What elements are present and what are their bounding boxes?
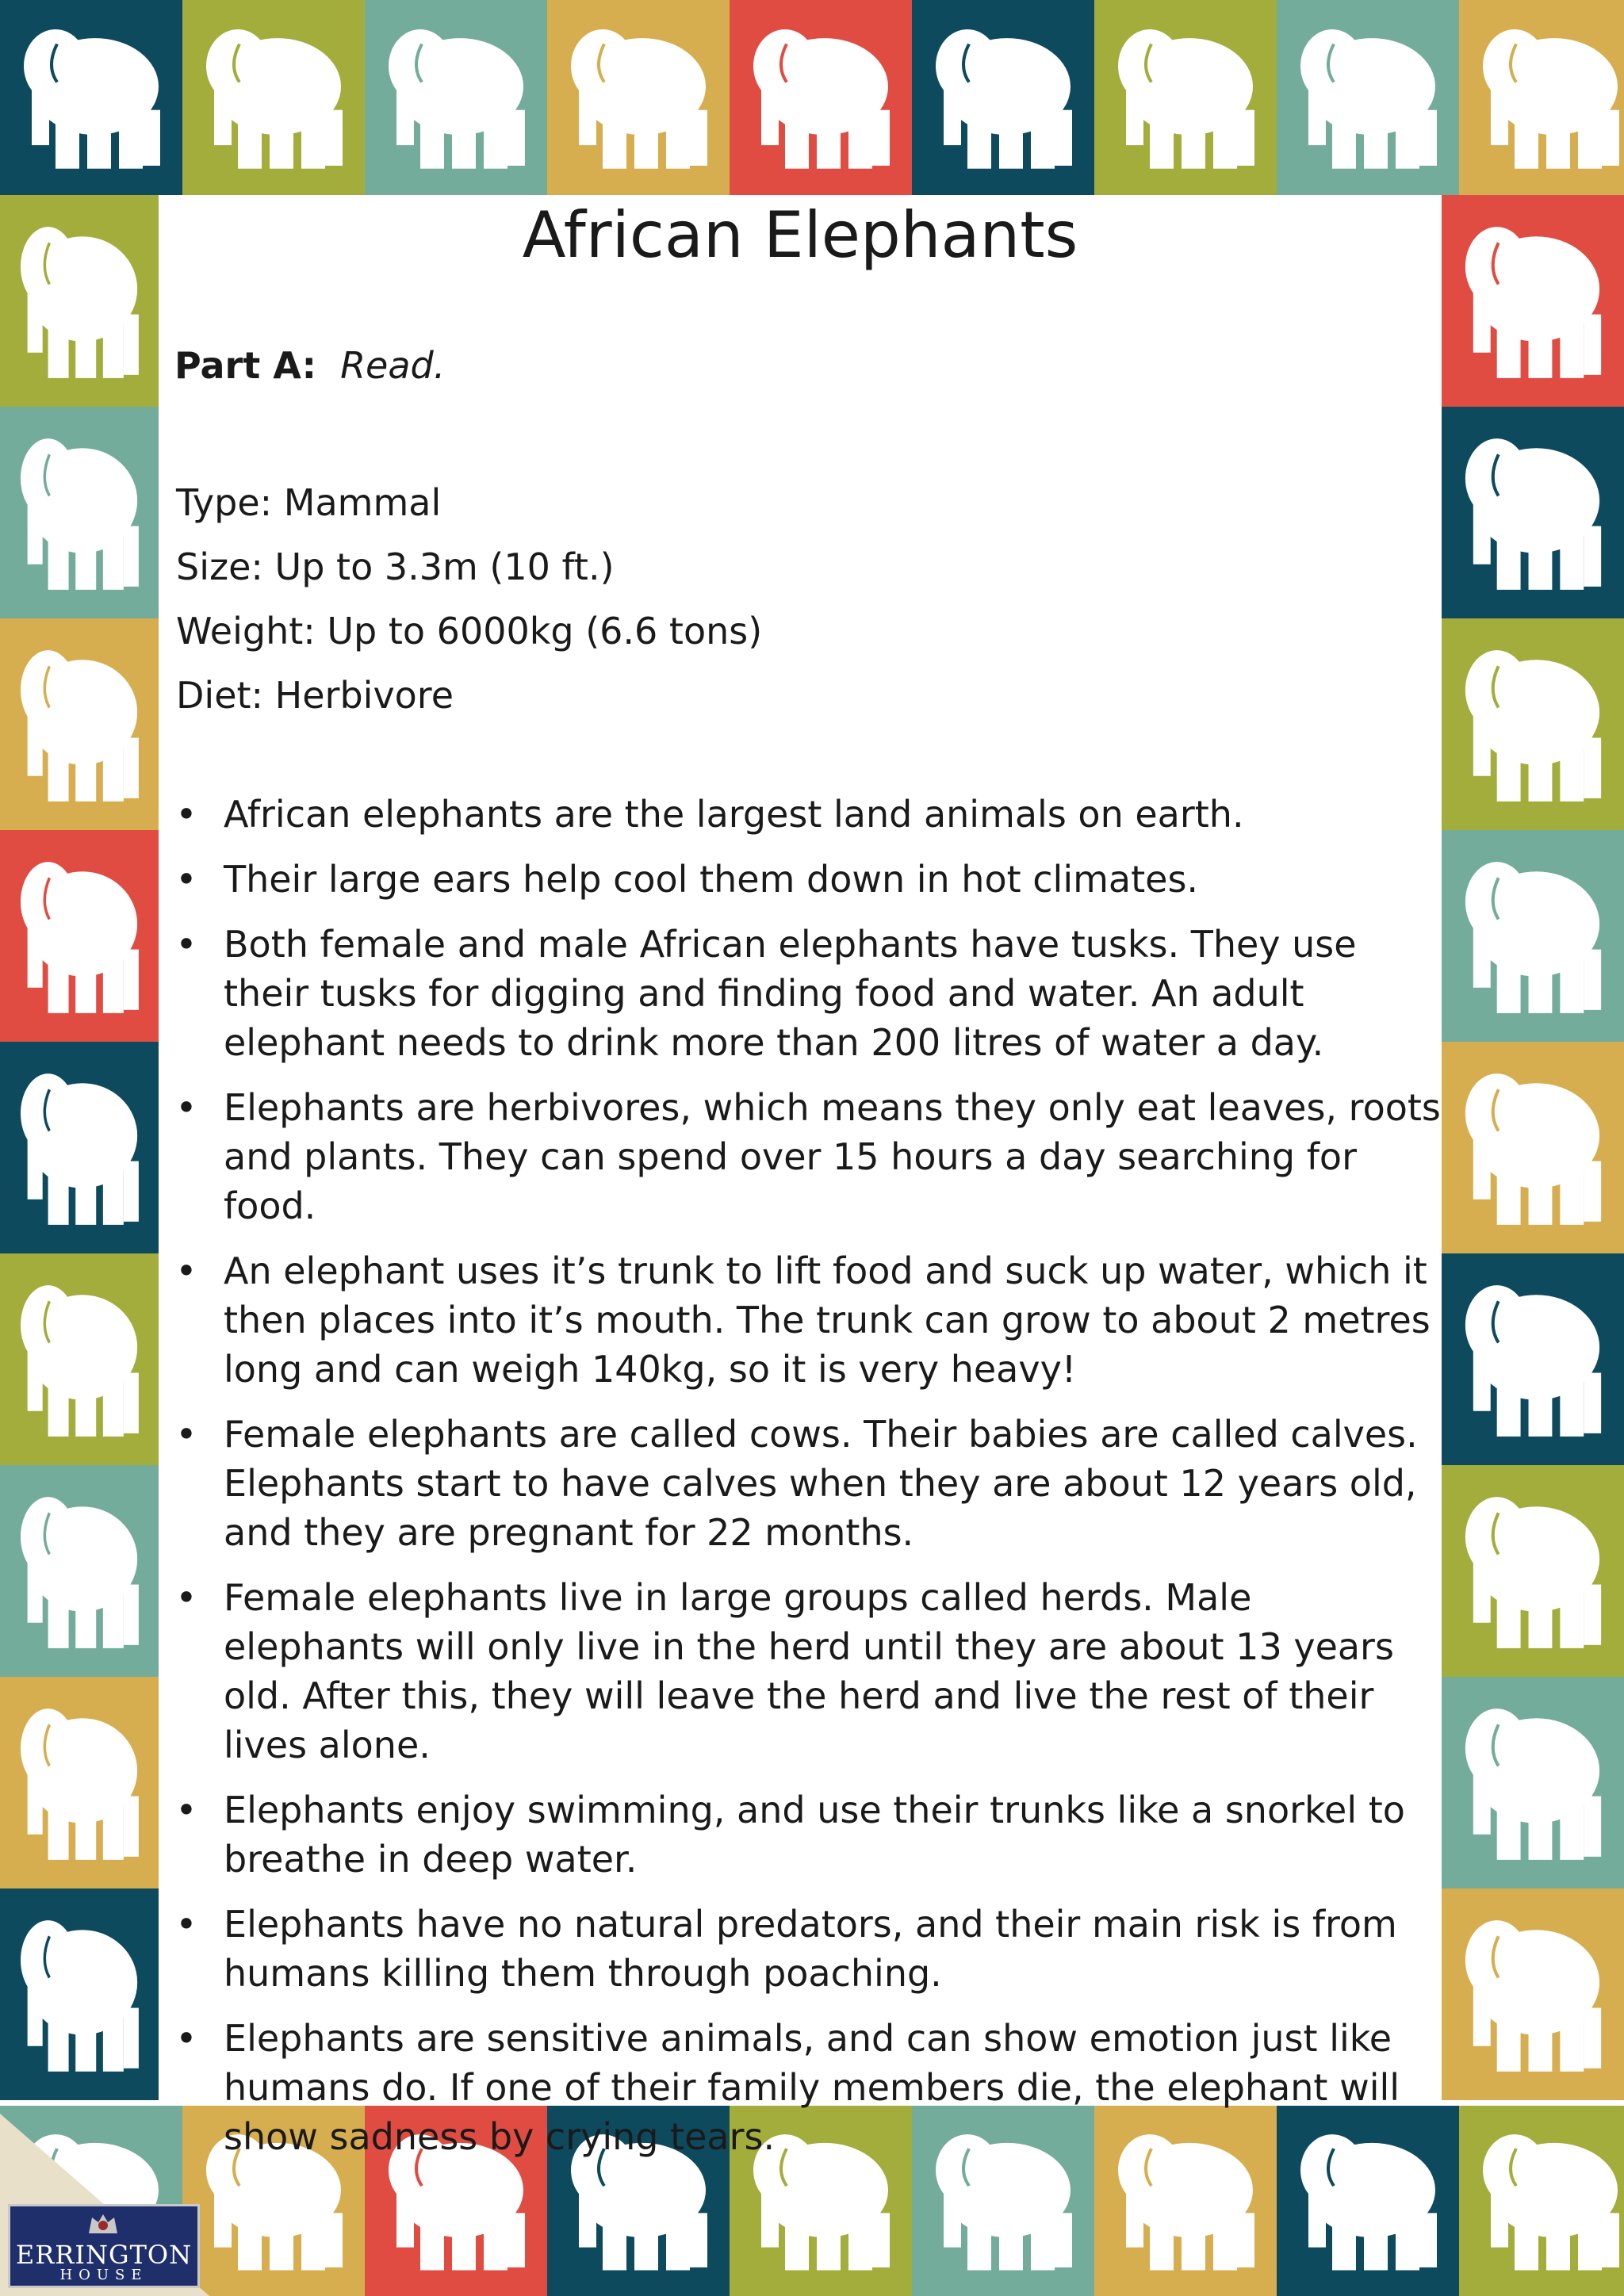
page-title: African Elephants [522,198,1078,272]
fact-list [176,471,762,728]
bullet-icon: • [175,1903,197,1946]
bullet-text: African elephants are the largest land animals on earth. [224,793,1244,836]
elephant-tile [0,1465,159,1677]
errington-house-logo [8,2204,200,2288]
bullet-item [174,1573,1442,1770]
elephant-tile [1442,1253,1624,1465]
logo-sub: HOUSE [59,2267,148,2283]
part-a-instruction [174,344,445,387]
elephant-tile [1459,2106,1624,2296]
bullet-item [174,2014,1442,2161]
bullet-item [174,855,1442,904]
bullet-text: Both female and male African elephants have tusks. They use their tusks for digging and finding food and water. An adult elephant needs to drink more than 200 litres of water a day. [224,923,1357,1064]
elephant-tile [1442,407,1624,618]
elephant-tile [0,618,159,830]
elephant-tile [1094,0,1277,195]
fact-weight: Weight: Up to 6000kg (6.6 tons) [176,610,763,652]
bullet-item [174,1785,1442,1884]
bullet-icon: • [175,1249,197,1292]
bullet-text: Elephants enjoy swimming, and use their trunks like a snorkel to breathe in deep water. [224,1789,1405,1881]
elephant-tile [0,1042,159,1253]
elephant-tile [1459,0,1624,195]
logo-name: ERRINGTON [15,2240,193,2270]
part-a-label: Part A: [174,344,317,387]
bullet-text: Female elephants are called cows. Their babies are called calves. Elephants start to have calves when they are about 12 years old, and they are pregnant for 22 months. [224,1413,1418,1554]
bullet-item [174,790,1442,839]
elephant-tile [1442,195,1624,407]
bullet-icon: • [175,793,197,836]
crest-icon [86,2211,121,2237]
content-sheet [159,195,1442,2158]
bullet-text: Elephants have no natural predators, and their main risk is from humans killing them through poaching. [224,1903,1397,1995]
elephant-tile [0,0,183,195]
bullet-text: Female elephants live in large groups called herds. Male elephants will only live in the herd until they are about 13 years old. After this, they will leave the herd and live the rest of their lives alone. [224,1576,1394,1766]
fact-size: Size: Up to 3.3m (10 ft.) [176,545,615,588]
elephant-tile [1442,1677,1624,1888]
bullet-icon: • [175,1086,197,1129]
bullet-icon: • [175,1413,197,1456]
elephant-tile [1442,830,1624,1042]
elephant-tile [0,195,159,407]
elephant-tile [0,830,159,1042]
elephant-tile [1442,1042,1624,1253]
bullet-icon: • [175,1789,197,1831]
elephant-tile [1442,1465,1624,1677]
elephant-tile [730,0,913,195]
bullet-icon: • [175,923,197,966]
bullet-text: An elephant uses it’s trunk to lift food and suck up water, which it then places into it’s mouth. The trunk can grow to about 2 metres long and can weigh 140kg, so it is very heavy! [224,1249,1431,1391]
elephant-tile [1277,0,1460,195]
bullet-text: Their large ears help cool them down in hot climates. [224,858,1199,901]
bullet-text: Elephants are sensitive animals, and can show emotion just like humans do. If one of their family members die, the elephant will show sadness by crying tears. [224,2017,1400,2158]
bullet-icon: • [175,2017,197,2060]
bullet-item [174,1246,1442,1394]
elephant-tile [365,0,548,195]
bullet-list [174,790,1442,2177]
bullet-text: Elephants are herbivores, which means they only eat leaves, roots and plants. They can spend over 15 hours a day searching for food. [224,1086,1441,1227]
bullet-item [174,1410,1442,1557]
elephant-tile [0,1253,159,1465]
elephant-tile [0,1677,159,1888]
elephant-tile [1442,1888,1624,2100]
fact-diet: Diet: Herbivore [176,674,454,717]
bullet-icon: • [175,858,197,901]
bullet-icon: • [175,1576,197,1619]
part-a-text: Read. [340,344,446,387]
elephant-tile [0,407,159,618]
bullet-item [174,1900,1442,1998]
elephant-tile [1442,618,1624,830]
elephant-tile [912,0,1095,195]
elephant-tile [182,0,366,195]
bullet-item [174,920,1442,1067]
elephant-tile [547,0,730,195]
fact-type: Type: Mammal [176,481,442,524]
bullet-item [174,1083,1442,1230]
